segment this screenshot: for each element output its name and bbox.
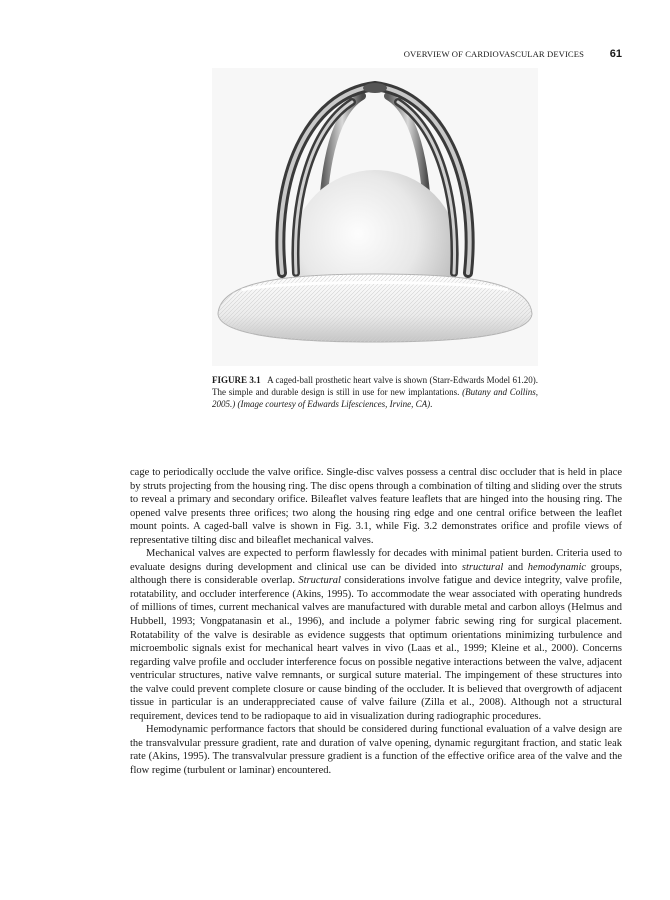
paragraph-1	[130, 466, 622, 547]
figure-label: FIGURE 3.1	[212, 375, 261, 385]
caption-citation: (Butany and Collins, 2005.)	[212, 387, 538, 410]
paragraph-2	[130, 547, 622, 723]
paragraph-2-text-c: groups, although there is considerable overlap.	[130, 561, 622, 587]
emphasis-structural-2: Structural	[298, 575, 341, 587]
emphasis-hemodynamic: hemodynamic	[527, 561, 587, 573]
paragraph-2-text-a: Mechanical valves are expected to perform flawlessly for decades with minimal patient burden. Criteria used to evaluate designs during development and clinical use can be divided into	[130, 548, 622, 573]
page-number: 61	[609, 48, 622, 60]
caption-credit: (Image courtesy of Edwards Lifesciences, Irvine, CA)	[237, 399, 431, 410]
paragraph-2-text-d: considerations involve fatigue and device integrity, valve profile, rotatability, and occluder interference (Akins, 1995). To accommodate the wear associated with operating hundreds of millions of times, current mechanical valves are manufactured with durable metal and carbon alloys (Helmus and Hubbell, 1993; Vongpatanasin et al., 1996), and include a polymer fabric sewing ring for surgical placement. Rotatability of the valve is desirable as evidence suggests that optimum orientations minimizing turbulence and microembolic signals exist for mechanical heart valves in vivo (Laas et al., 1999; Kleine et al., 2000). Concerns regarding valve profile and occluder interference focus on possible negative interactions between the valve, adjacent ventricular structures, native valve remnants, or surgical suture material. The impingement of these structures into the valve could prevent complete closure or cause binding of the occluder. It is believed that overgrowth of adjacent tissue in particular is an underappreciated cause of valve failure (Zilla et al., 2008). Although not a structural requirement, devices tend to be radiopaque to aid in visualization during radiographic procedures.	[130, 575, 622, 722]
paragraph-3	[130, 723, 622, 777]
paragraph-2-text-b: and	[503, 561, 528, 573]
running-head	[380, 49, 622, 63]
figure-caption	[212, 374, 538, 410]
emphasis-structural: structural	[461, 561, 504, 573]
paragraph-1-text: cage to periodically occlude the valve orifice. Single-disc valves possess a central disc occluder that is held in place by struts projecting from the housing ring. The disc opens through a combination of tilting and sliding over the struts to reveal a primary and secondary orifice. Bileaflet valves feature leaflets that are hinged into the housing ring. The opened valve presents three orifices; two along the housing ring edge and one central orifice between the leaflet mount points. A caged-ball valve is shown in Fig. 3.1, while Fig. 3.2 demonstrates orifice and profile views of representative tilting disc and bileaflet mechanical valves.	[130, 467, 622, 546]
running-title: OVERVIEW OF CARDIOVASCULAR DEVICES	[403, 49, 584, 59]
body-text	[130, 466, 622, 778]
paragraph-3-text: Hemodynamic performance factors that should be considered during functional evaluation of a valve design are the transvalvular pressure gradient, rate and duration of valve opening, dynamic regurgitant fraction, and static leak rate (Akins, 1995). The transvalvular pressure gradient is a function of the effective orifice area of the valve and the flow regime (turbulent or laminar) encountered.	[130, 724, 622, 777]
figure-caged-ball-valve-photo	[212, 68, 538, 366]
caption-text: A caged-ball prosthetic heart valve is shown (Starr-Edwards Model 61.20). The simple and durable design is still in use for new implantations.	[212, 375, 538, 398]
valve-sewing-ring	[218, 274, 532, 342]
caption-period: .	[430, 399, 433, 410]
